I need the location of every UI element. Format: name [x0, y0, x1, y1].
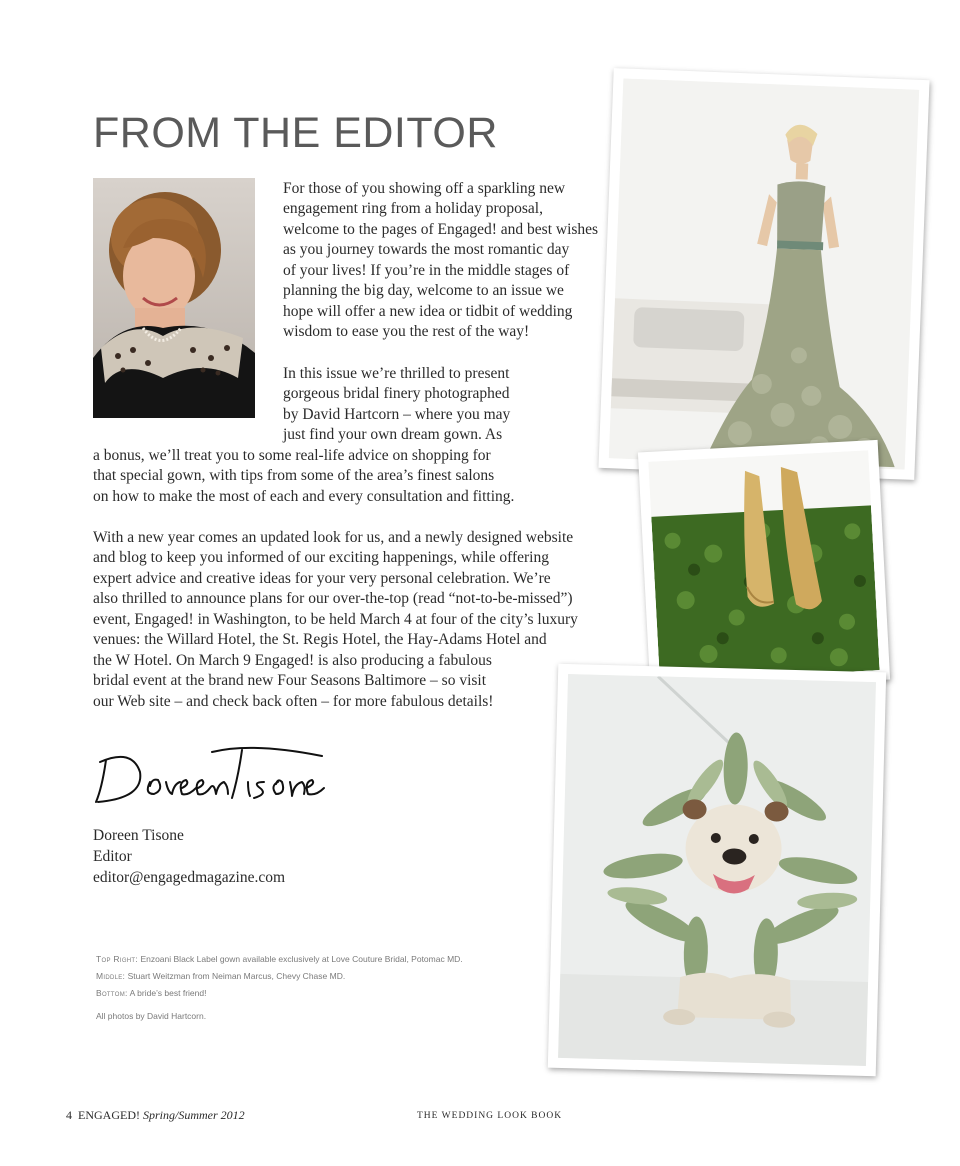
- body-line: bridal event at the brand new Four Seasons Baltimore – so visit: [93, 672, 487, 689]
- body-line: just find your own dream gown. As: [283, 426, 503, 443]
- body-line: of your lives! If you’re in the middle stages of: [283, 262, 570, 279]
- signature-image: [92, 738, 332, 815]
- photo-credits: [96, 954, 463, 1028]
- editor-signoff: [93, 825, 285, 888]
- bulldog-photo: [548, 664, 886, 1076]
- body-line: hope will offer a new idea or tidbit of wedding: [283, 303, 573, 320]
- footer-left: [66, 1108, 245, 1123]
- credit-bottom: Bottom: A bride’s best friend!: [96, 988, 207, 998]
- body-line: event, Engaged! in Washington, to be held March 4 at four of the city’s luxury: [93, 611, 578, 628]
- body-line: engagement ring from a holiday proposal,: [283, 200, 543, 217]
- issue-name: Spring/Summer 2012: [143, 1108, 245, 1122]
- body-line: venues: the Willard Hotel, the St. Regis Hotel, the Hay-Adams Hotel and: [93, 631, 547, 648]
- editor-name: Doreen Tisone: [93, 827, 184, 844]
- body-line: and blog to keep you informed of our exciting happenings, while offering: [93, 549, 549, 566]
- credit-photographer: All photos by David Hartcorn.: [96, 1011, 207, 1021]
- body-line: welcome to the pages of Engaged! and best wishes: [283, 221, 599, 238]
- body-line: For those of you showing off a sparkling new: [283, 180, 566, 197]
- editor-portrait-image: [93, 178, 255, 418]
- body-line: In this issue we’re thrilled to present: [283, 365, 510, 382]
- page-title: FROM THE EDITOR: [93, 109, 498, 157]
- body-line: a bonus, we’ll treat you to some real-life advice on shopping for: [93, 447, 491, 464]
- body-line: that special gown, with tips from some of the area’s finest salons: [93, 467, 495, 484]
- body-line: our Web site – and check back often – for more fabulous details!: [93, 693, 494, 710]
- body-line: as you journey towards the most romantic day: [283, 241, 570, 258]
- body-line: With a new year comes an updated look for us, and a newly designed website: [93, 529, 574, 546]
- editor-email: editor@engagedmagazine.com: [93, 869, 286, 886]
- body-line: by David Hartcorn – where you may: [283, 406, 511, 423]
- body-line: gorgeous bridal finery photographed: [283, 385, 510, 402]
- credit-middle: Middle: Stuart Weitzman from Neiman Marcus, Chevy Chase MD.: [96, 971, 346, 981]
- body-line: the W Hotel. On March 9 Engaged! is also producing a fabulous: [93, 652, 492, 669]
- body-line: on how to make the most of each and every consultation and fitting.: [93, 488, 515, 505]
- body-line: expert advice and creative ideas for your very personal celebration. We’re: [93, 570, 551, 587]
- credit-top: Top Right: Enzoani Black Label gown available exclusively at Love Couture Bridal, Potomac MD.: [96, 954, 463, 964]
- page-number: 4: [66, 1108, 72, 1122]
- shoes-photo: [638, 440, 890, 692]
- editor-role: Editor: [93, 848, 132, 865]
- magazine-name: ENGAGED!: [78, 1108, 140, 1122]
- body-line: planning the big day, welcome to an issue we: [283, 282, 564, 299]
- section-name: THE WEDDING LOOK BOOK: [417, 1111, 563, 1121]
- body-line: also thrilled to announce plans for our over-the-top (read “not-to-be-missed”): [93, 590, 573, 607]
- gown-photo: [598, 68, 929, 480]
- body-line: wisdom to ease you the rest of the way!: [283, 323, 530, 340]
